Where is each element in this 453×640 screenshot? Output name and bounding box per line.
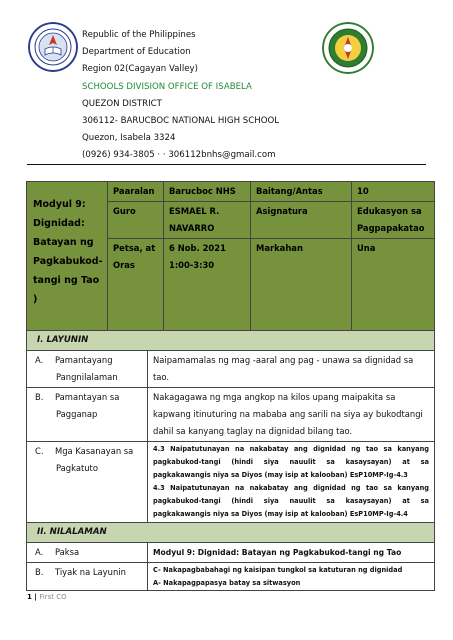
section-nilalaman-heading: II. NILALAMAN <box>27 523 435 543</box>
guro-label: Guro <box>108 202 164 239</box>
sdo-isabela-seal-icon <box>322 22 374 74</box>
kasanayan-sa-pagkatuto-label: C. Mga Kasanayan sa Pagkatuto <box>27 442 148 523</box>
pamantayang-pangnilalaman-label: A. Pamantayang Pangnilalaman <box>27 351 148 388</box>
asignatura-value: Edukasyon sa Pagpapakatao <box>352 202 435 239</box>
asignatura-label: Asignatura <box>251 202 352 239</box>
petsa-label: Petsa, at Oras <box>108 239 164 334</box>
letterhead-republic: Republic of the Philippines <box>82 30 196 40</box>
kasanayan-sa-pagkatuto-value: 4.3 Naipatutunayan na nakabatay ang dignidad ng tao sa kanyang pagkabukod-tangi (hindi siya nauulit sa kasaysayan) at sa pagkakawangis niya sa Diyos (may isip at kalooban) EsP10MP-Ig-4.3 4.3 Naipatutunayan na nakabatay ang dignidad ng tao sa kanyang pagkabukod-tangi (hindi siya nauulit sa kasaysayan) at sa pagkakawangis niya sa Diyos (may isip at kalooban) EsP10MP-Ig-4.4 <box>148 442 435 523</box>
letterhead-address: Quezon, Isabela 3324 <box>82 133 176 144</box>
petsa-value: 6 Nob. 2021 1:00-3:30 <box>164 239 251 334</box>
lesson-info-table <box>26 181 435 334</box>
letterhead <box>82 27 279 165</box>
paaralan-value: Barucboc NHS <box>164 182 251 202</box>
paaralan-label: Paaralan <box>108 182 164 202</box>
lesson-plan-table <box>26 330 435 591</box>
section-layunin-heading: I. LAYUNIN <box>27 331 435 351</box>
baitang-label: Baitang/Antas <box>251 182 352 202</box>
letterhead-department: Department of Education <box>82 47 191 58</box>
paksa-value: Modyul 9: Dignidad: Batayan ng Pagkabukod-tangi ng Tao <box>148 543 435 563</box>
letterhead-region: Region 02(Cagayan Valley) <box>82 64 198 75</box>
letterhead-contact: (0926) 934-3805 · · 306112bnhs@gmail.com <box>82 150 276 161</box>
markahan-value: Una <box>352 239 435 334</box>
letterhead-division: SCHOOLS DIVISION OFFICE OF ISABELA <box>82 81 252 92</box>
letterhead-divider <box>27 164 426 165</box>
footer-label: First CO <box>39 593 67 601</box>
tiyak-na-layunin-value: C- Nakapagbabahagi ng kaisipan tungkol sa katuturan ng dignidad A- Nakapagpapasya batay sa sitwasyon <box>148 563 435 591</box>
deped-seal-icon <box>28 22 78 72</box>
modyul-title: Modyul 9: Dignidad: Batayan ng Pagkabukod- tangi ng Tao ) <box>27 182 108 334</box>
letterhead-school: 306112- BARUCBOC NATIONAL HIGH SCHOOL <box>82 116 280 127</box>
pamantayan-sa-pagganap-label: B. Pamantayan sa Pagganap <box>27 388 148 442</box>
paksa-label: A. Paksa <box>27 543 148 563</box>
tiyak-na-layunin-label: B. Tiyak na Layunin <box>27 563 148 591</box>
pamantayang-pangnilalaman-value: Naipamamalas ng mag -aaral ang pag - unawa sa dignidad sa tao. <box>148 351 435 388</box>
baitang-value: 10 <box>352 182 435 202</box>
letterhead-district: QUEZON DISTRICT <box>82 98 162 109</box>
pamantayan-sa-pagganap-value: Nakagagawa ng mga angkop na kilos upang maipakita sa kapwang itinuturing na mababa ang sarili na siya ay bukodtangi dahil sa kanyang taglay na dignidad bilang tao. <box>148 388 435 442</box>
markahan-label: Markahan <box>251 239 352 334</box>
page-number: 1 <box>27 593 32 601</box>
guro-value: ESMAEL R. NAVARRO <box>164 202 251 239</box>
page-footer: 1 | First CO <box>27 593 67 601</box>
